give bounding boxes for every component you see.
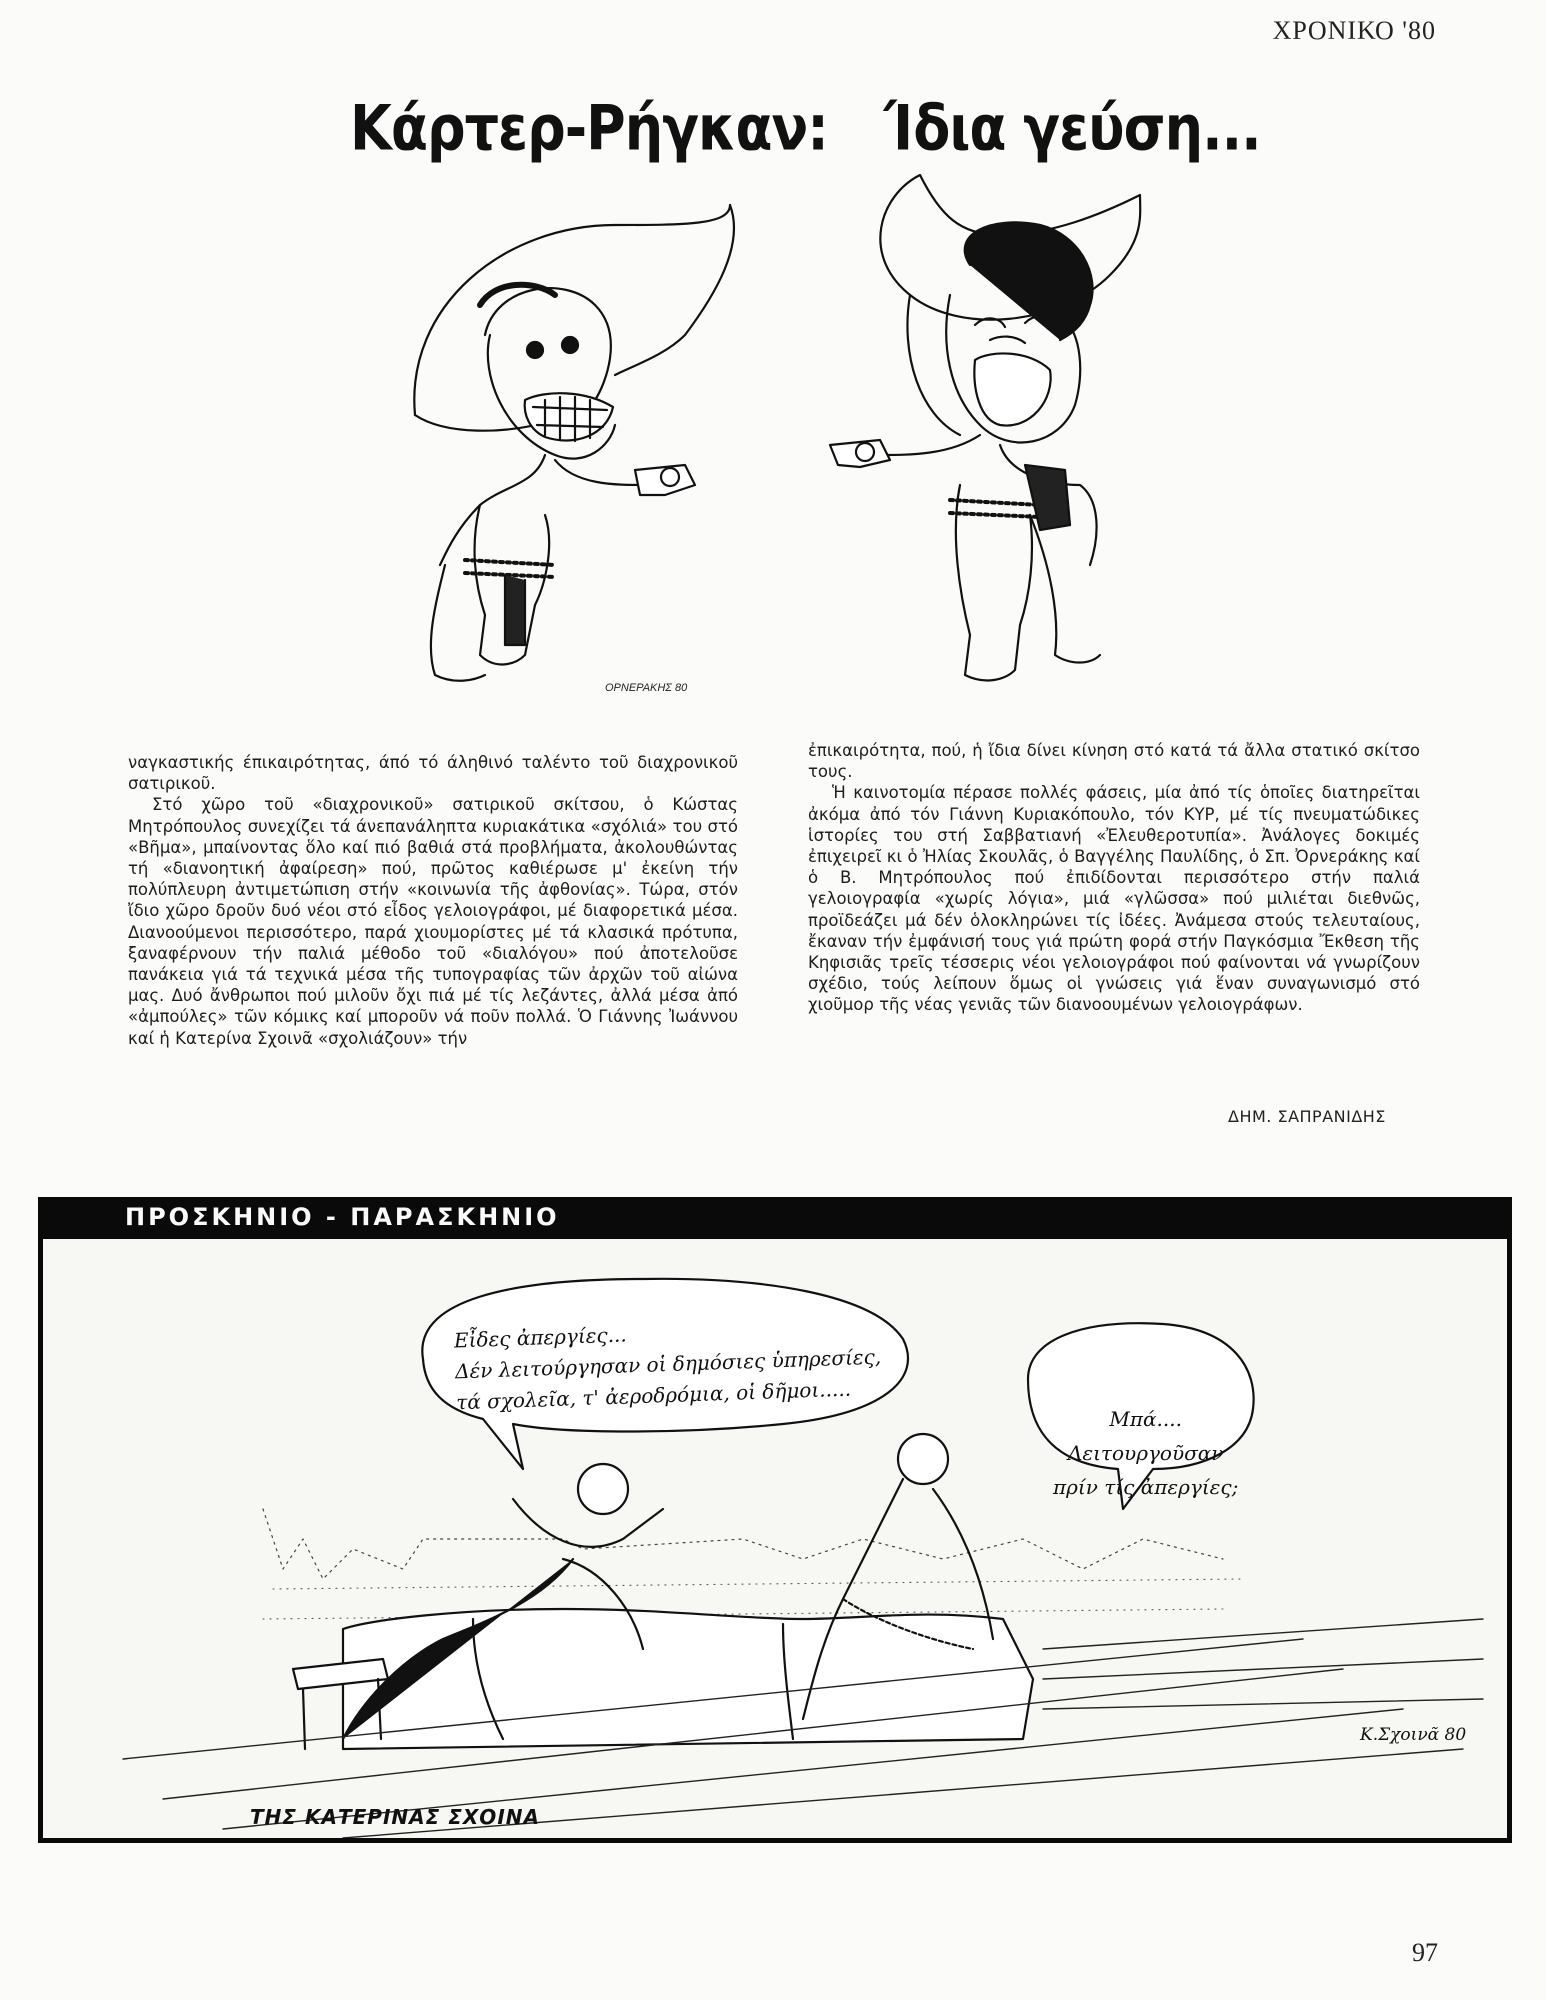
- speech-bubble-left: [454, 1311, 883, 1419]
- speech-line: Μπά....: [1109, 1407, 1182, 1431]
- article-paragraph: Στό χῶρο τοῦ «διαχρονικοῦ» σατιρικοῦ σκίτσου, ὁ Κώστας Μητρόπουλος συνεχίζει τά άνεπανάληπτα κυριακάτικα «σχόλιά» του στό «Βῆμα», μπαίνοντας ὅλο καί πιό βαθιά στά προβλήματα, ἀκολουθώντας τή «διανοητική ἀφαίρεση» πού, πρῶτος καθιέρωσε μ' ἐκείνη τήν πολύπλευρη ἀντιμετώπιση στήν «κοινωνία τῆς ἀφθονίας». Τώρα, στόν ἴδιο χῶρο δροῦν δυό νέοι στό εἶδος γελοιογράφοι, μέ διαφορετικά μέσα. Διανοούμενοι περισσότερο, παρά χιουμορίστες μέ τά κλασικά πρότυπα, ξαναφέρνουν τήν παλιά μέθοδο τοῦ «διαλόγου» πού ἀποτελοῦσε πανάκεια γιά τά τεχνικά μέσα τῆς τυπογραφίας τῶν ἀρχῶν τοῦ αἰώνα μας. Δυό ἄνθρωποι πού μιλοῦν ὄχι πιά μέ τίς λεζάντες, ἀλλά μέσα ἀπό «ἀμπούλες» τῶν κόμικς καί μποροῦν νά ποῦν πολλά. Ὁ Γιάννης Ἰωάννου καί ἡ Κατερίνα Σχοινᾶ «σχολιάζουν» τήν: [128, 795, 738, 1048]
- carter-caricature: [385, 185, 745, 705]
- article-right-column: [808, 740, 1420, 1016]
- speech-line: Εἶδες ἀπεργίες...: [453, 1322, 628, 1353]
- headline-left: Κάρτερ-Ρήγκαν:: [350, 92, 828, 165]
- caricature-signature: ΟΡΝΕΡΑΚΗΣ 80: [605, 682, 688, 694]
- article-byline: ΔΗΜ. ΣΑΠΡΑΝΙΔΗΣ: [1228, 1107, 1386, 1126]
- comic-strip-signature: Κ.Σχοινᾶ 80: [1360, 1725, 1467, 1745]
- headline-right: Ίδια γεύση...: [883, 92, 1261, 165]
- speech-bubble-right: [1053, 1402, 1238, 1504]
- speech-line: Λειτουργοῦσαν: [1067, 1441, 1224, 1465]
- page-number: 97: [1412, 1938, 1438, 1967]
- comic-strip-credit: ΤΗΣ ΚΑΤΕΡΙΝΑΣ ΣΧΟΙΝΑ: [250, 1805, 540, 1829]
- article-paragraph: ἐπικαιρότητα, πού, ἡ ἴδια δίνει κίνηση στό κατά τά ἄλλα στατικό σκίτσο τους.: [808, 741, 1420, 782]
- headline: [350, 92, 1261, 164]
- speech-line: τά σχολεῖα, τ' ἀεροδρόμια, οἱ δῆμοι.....: [455, 1376, 852, 1415]
- speech-line: Δέν λειτούργησαν οἱ δημόσιες ὑπηρεσίες,: [454, 1344, 882, 1384]
- running-head: ΧΡΟΝΙΚΟ '80: [1272, 16, 1436, 45]
- reagan-caricature: [800, 155, 1180, 695]
- speech-line: πρίν τίς ἀπεργίες;: [1053, 1475, 1239, 1499]
- article-left-column: [128, 752, 738, 1049]
- comic-strip-title: ΠΡΟΣΚΗΝΙΟ - ΠΑΡΑΣΚΗΝΙΟ: [125, 1203, 560, 1231]
- article-paragraph: Ἡ καινοτομία πέρασε πολλές φάσεις, μία ἀπό τίς ὁποῖες διατηρεῖται ἀκόμα ἀπό τόν Γιάννη Κυριακόπουλο, τόν ΚΥΡ, μέ τίς πνευματώδικες ἱστορίες του στή Σαββατιανή «Ἐλευθεροτυπία». Ἀνάλογες δοκιμές ἐπιχειρεῖ κι ὁ Ἠλίας Σκουλᾶς, ὁ Βαγγέλης Παυλίδης, ὁ Σπ. Ὀρνεράκης καί ὁ Β. Μητρόπουλος πού ἐπιδίδονται περισσότερο στήν παλιά γελοιογραφία «χωρίς λόγια», μιά «γλῶσσα» πού μιλιέται διεθνῶς, προϊδεάζει μά δέν ὁλοκληρώνει τίς ἰδέες. Ἀνάμεσα στούς τελευταίους, ἔκαναν τήν ἐμφάνισή τους γιά πρώτη φορά στήν Παγκόσμια Ἔκθεση τῆς Κηφισιᾶς τρεῖς τέσσερις νέοι γελοιογράφοι πού φαίνονται νά γνωρίζουν σχέδιο, τούς λείπουν ὅμως οἱ γνώσεις γιά ἕναν συναγωνισμό στό χιοῦμορ τῆς νέας γενιᾶς τῶν διανοουμένων γελοιογράφων.: [808, 783, 1420, 1015]
- article-paragraph: ναγκαστικής έπικαιρότητας, άπό τό άληθινό ταλέντο τοῦ διαχρονικοῦ σατιρικοῦ.: [128, 753, 738, 794]
